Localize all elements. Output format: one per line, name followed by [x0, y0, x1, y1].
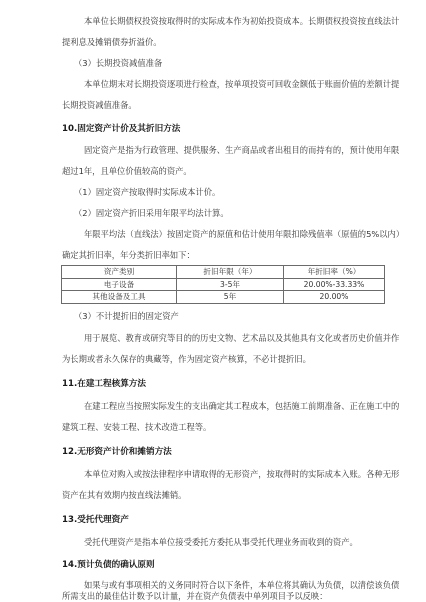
paragraph-line: （1）固定资产按取得时实际成本计价。 — [74, 187, 221, 197]
paragraph-line: 为长期或者永久保存的典藏等，作为固定资产核算，不必计提折旧。 — [62, 354, 311, 364]
paragraph-line: 建筑工程、安装工程、技术改造工程等。 — [62, 422, 212, 432]
table-cell: 3-5年 — [177, 278, 284, 291]
section-heading: 10.固定资产计价及其折旧方法 — [62, 124, 181, 134]
paragraph-line: 如果与或有事项相关的义务同时符合以下条件，本单位将其确认为负债，以清偿该负债 — [84, 580, 400, 590]
paragraph-line: 超过1年，且单位价值较高的资产。 — [62, 166, 192, 176]
paragraph-line: 在建工程应当按照实际发生的支出确定其工程成本，包括施工前期准备、正在施工中的 — [84, 401, 400, 411]
paragraph-line: 所需支出的最佳估计数予以计量，并在资产负债表中单列项目予以反映： — [62, 591, 328, 601]
paragraph-line: 固定资产是指为行政管理、提供服务、生产商品或者出租目的而持有的，预计使用年限 — [84, 145, 400, 155]
table-cell: 20.00%-33.33% — [284, 278, 385, 291]
paragraph-line: 受托代理资产是指本单位接受委托方委托从事受托代理业务而收到的资产。 — [84, 537, 358, 547]
paragraph-line: 长期投资减值准备。 — [62, 100, 137, 110]
paragraph-line: 本单位长期债权投资按取得时的实际成本作为初始投资成本。长期债权投资按直线法计 — [84, 16, 400, 26]
section-heading: 14.预计负债的确认原则 — [62, 560, 155, 570]
depreciation-rate-table — [61, 265, 385, 304]
paragraph-line: 资产在其有效期内按直线法摊销。 — [62, 490, 187, 500]
table-row — [62, 291, 385, 304]
section-heading: 13.受托代理资产 — [62, 515, 129, 525]
paragraph-line: 本单位期末对长期投资逐项进行检查，按单项投资可回收金额低于账面价值的差额计提 — [84, 79, 400, 89]
section-heading: 11.在建工程核算方法 — [62, 379, 146, 389]
subsection-label: （3）不计提折旧的固定资产 — [74, 311, 179, 321]
paragraph-line: 提利息及摊销债券折溢价。 — [62, 37, 162, 47]
paragraph-line: 年限平均法（直线法）按固定资产的原值和估计使用年限扣除残值率（原值的5%以内） — [84, 229, 405, 239]
paragraph-line: 本单位对购入或按法律程序申请取得的无形资产，按取得时的实际成本入账。各种无形 — [84, 469, 400, 479]
paragraph-line: （2）固定资产折旧采用年限平均法计算。 — [74, 208, 229, 218]
table-header-cell: 折旧年限（年） — [177, 266, 284, 279]
table-cell: 电子设备 — [62, 278, 177, 291]
table-header-cell: 资产类别 — [62, 266, 177, 279]
table-cell: 20.00% — [284, 291, 385, 304]
table-header-row — [62, 266, 385, 279]
table-row — [62, 278, 385, 291]
table-cell: 其他设备及工具 — [62, 291, 177, 304]
section-heading: 12.无形资产计价和摊销方法 — [62, 447, 172, 457]
table-header-cell: 年折旧率（%） — [284, 266, 385, 279]
paragraph-line: 确定其折旧率，年分类折旧率如下： — [62, 250, 195, 260]
subsection-label: （3）长期投资减值准备 — [74, 58, 163, 68]
paragraph-line: 用于展览、教育或研究等目的的历史文物、艺术品以及其他具有文化或者历史价值并作 — [84, 333, 400, 343]
table-cell: 5年 — [177, 291, 284, 304]
